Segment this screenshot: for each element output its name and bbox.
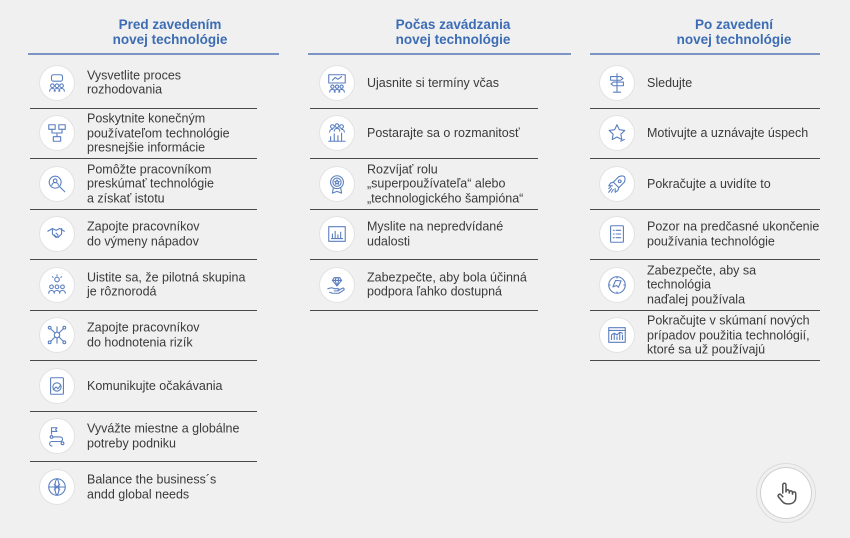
- signpost-icon: [600, 66, 634, 100]
- meeting-icon: [40, 66, 74, 100]
- column-title-line2: novej technológie: [112, 32, 228, 47]
- list-item-text: Vyvážte miestne a globálne potreby podniku: [87, 421, 240, 451]
- header-divider-after: [590, 53, 820, 55]
- list-item: [30, 58, 257, 109]
- column-title-line1: Počas zavádzania: [395, 17, 511, 32]
- list-item-text: Balance the business´s andd global needs: [87, 472, 217, 502]
- header-divider-before: [28, 53, 279, 55]
- globe-icon: [40, 470, 74, 504]
- list-item-text: Pomôžte pracovníkom preskúmať technológie a získať istotu: [87, 162, 214, 205]
- list-item-text: Zapojte pracovníkov do výmeny nápadov: [87, 219, 200, 249]
- document-chart-icon: [40, 369, 74, 403]
- column-title-line2: novej technológie: [395, 32, 511, 47]
- handshake-icon: [40, 217, 74, 251]
- list-item-text: Pozor na predčasné ukončenie používania technológie: [647, 219, 820, 249]
- list-item: [310, 210, 538, 261]
- list-item: [590, 58, 820, 109]
- list-item: [310, 159, 538, 210]
- list-item-text: Vysvetlite proces rozhodovania: [87, 68, 182, 97]
- route-flag-icon: [40, 419, 74, 453]
- list-item-text: Myslite na nepredvídané udalosti: [367, 219, 504, 249]
- list-item: [590, 109, 820, 160]
- column-title-line1: Pred zavedením: [118, 17, 222, 32]
- list-item-text: Postarajte sa o rozmanitosť: [367, 126, 520, 140]
- checklist-icon: [600, 217, 634, 251]
- list-item-text: Zapojte pracovníkov do hodnotenia rizík: [87, 320, 200, 350]
- window-chart-icon: [600, 318, 634, 352]
- column-title-line1: Po zavedení: [694, 17, 774, 32]
- list-item: [30, 260, 257, 311]
- compass-icon: [600, 268, 634, 302]
- column-during: [310, 58, 538, 311]
- list-item: [30, 109, 257, 160]
- list-item-text: Uistite sa, že pilotná skupina je rôznorodá: [87, 270, 246, 299]
- list-item-text: Komunikujte očakávania: [87, 378, 223, 393]
- list-item: [30, 210, 257, 261]
- list-item-text: Ujasnite si termíny včas: [367, 75, 499, 90]
- list-item-text: Zabezpečte, aby sa technológia naďalej používala: [647, 263, 757, 306]
- list-item-text: Pokračujte v skúmaní nových prípadov použitia technológií, ktoré sa už používajú: [647, 313, 810, 357]
- list-item-text: Pokračujte a uvidíte to: [647, 176, 771, 191]
- list-item: [30, 412, 257, 463]
- list-item-text: Poskytnite konečným používateľom technológie presnejšie informácie: [87, 111, 230, 155]
- list-item-text: Motivujte a uznávajte úspech: [647, 126, 809, 140]
- presentation-icon: [320, 66, 354, 100]
- touch-hand-button[interactable]: [761, 468, 811, 518]
- risk-network-icon: [40, 318, 74, 352]
- list-item: [590, 260, 820, 311]
- column-before: [30, 58, 257, 513]
- list-item: [30, 159, 257, 210]
- hand-pointer-icon: [773, 480, 799, 506]
- list-item: [30, 462, 257, 513]
- column-title-line2: novej technológie: [676, 32, 792, 47]
- column-header-after: [594, 17, 850, 47]
- list-item: [310, 109, 538, 160]
- column-header-before: [30, 17, 310, 47]
- list-item-text: Zabezpečte, aby bola účinná podpora ľahko dostupná: [367, 270, 527, 299]
- hand-diamond-icon: [320, 268, 354, 302]
- group-idea-icon: [40, 268, 74, 302]
- star-icon: [600, 116, 634, 150]
- list-item-text: Rozvíjať rolu „superpoužívateľa“ alebo „technologického šampióna“: [367, 162, 524, 205]
- header-divider-during: [308, 53, 571, 55]
- rocket-icon: [600, 167, 634, 201]
- list-item: [310, 260, 538, 311]
- magnifier-person-icon: [40, 167, 74, 201]
- list-item: [310, 58, 538, 109]
- flowchart-icon: [40, 116, 74, 150]
- list-item: [30, 361, 257, 412]
- column-header-during: [313, 17, 593, 47]
- list-item-text: Sledujte: [647, 75, 693, 90]
- list-item: [590, 159, 820, 210]
- list-item: [30, 311, 257, 362]
- column-after: [590, 58, 820, 361]
- list-item: [590, 210, 820, 261]
- people-chart-icon: [320, 116, 354, 150]
- bar-chart-icon: [320, 217, 354, 251]
- list-item: [590, 311, 820, 362]
- award-badge-icon: [320, 167, 354, 201]
